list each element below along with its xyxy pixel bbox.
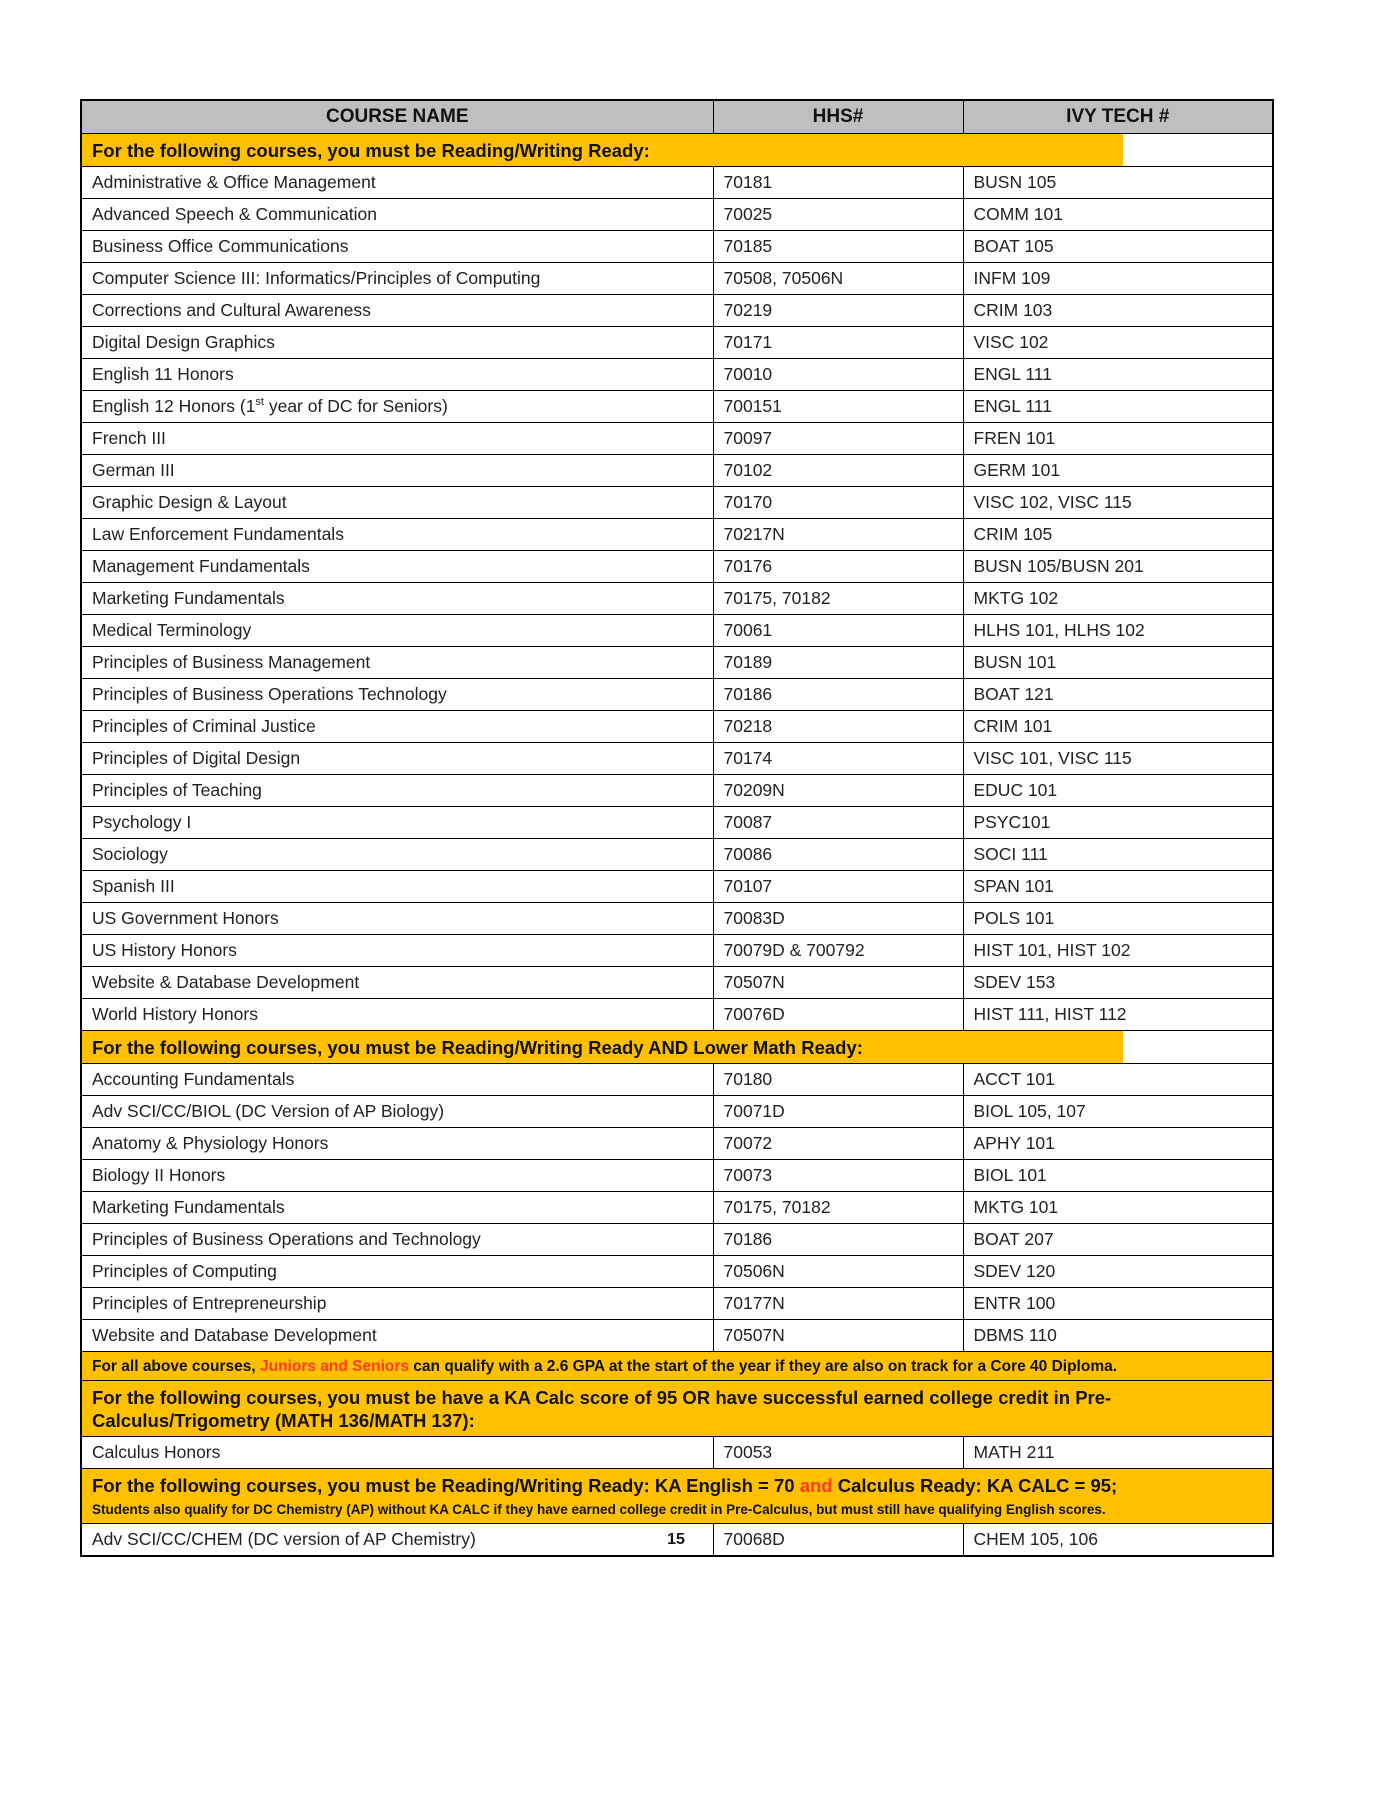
course-row [81, 295, 1273, 327]
ivytech-cell: SDEV 153 [963, 967, 1273, 999]
ivytech-cell: BOAT 121 [963, 679, 1273, 711]
course-name-cell: Psychology I [81, 807, 713, 839]
course-row [81, 327, 1273, 359]
hhs-cell: 70073 [713, 1160, 963, 1192]
course-name-cell: Marketing Fundamentals [81, 1192, 713, 1224]
ivytech-cell: CRIM 103 [963, 295, 1273, 327]
ivytech-cell: DBMS 110 [963, 1320, 1273, 1352]
course-name-cell: Sociology [81, 839, 713, 871]
section-header-row-gpa-note [81, 1352, 1273, 1381]
course-name-cell: Digital Design Graphics [81, 327, 713, 359]
ivytech-cell: SOCI 111 [963, 839, 1273, 871]
text-fragment: Calculus Ready: KA CALC = 95; [832, 1475, 1118, 1496]
ivytech-cell: BOAT 105 [963, 231, 1273, 263]
ivytech-cell: ENGL 111 [963, 359, 1273, 391]
course-name-cell: Corrections and Cultural Awareness [81, 295, 713, 327]
hhs-cell: 70053 [713, 1437, 963, 1469]
course-row [81, 1256, 1273, 1288]
section-header-text [82, 1381, 1272, 1436]
course-name-cell [81, 391, 713, 423]
course-name-cell: Principles of Business Management [81, 647, 713, 679]
course-name-cell: French III [81, 423, 713, 455]
text-fragment: For the following courses, you must be Reading/Writing Ready AND Lower Math Ready: [92, 1037, 863, 1058]
ivytech-cell: ACCT 101 [963, 1064, 1273, 1096]
ivytech-cell: CHEM 105, 106 [963, 1524, 1273, 1557]
course-name-cell: Law Enforcement Fundamentals [81, 519, 713, 551]
text-fragment: Students also qualify for DC Chemistry (AP) without KA CALC if they have earned college credit in Pre-Calculus, but must still have qualifying English scores. [92, 1502, 1106, 1517]
course-name-cell: Website & Database Development [81, 967, 713, 999]
course-name-cell: Computer Science III: Informatics/Principles of Computing [81, 263, 713, 295]
section-header-row-ka-calc-ready [81, 1381, 1273, 1437]
section-header-row-reading-writing-ready [81, 134, 1273, 167]
hhs-cell: 70086 [713, 839, 963, 871]
ivytech-cell: GERM 101 [963, 455, 1273, 487]
ivytech-cell: SDEV 120 [963, 1256, 1273, 1288]
ivytech-cell: HIST 101, HIST 102 [963, 935, 1273, 967]
hhs-cell: 70186 [713, 679, 963, 711]
course-row [81, 519, 1273, 551]
ivytech-cell: MATH 211 [963, 1437, 1273, 1469]
course-name-cell: Advanced Speech & Communication [81, 199, 713, 231]
ivytech-cell: ENGL 111 [963, 391, 1273, 423]
ivytech-cell: CRIM 101 [963, 711, 1273, 743]
course-row [81, 391, 1273, 423]
hhs-cell: 70507N [713, 967, 963, 999]
course-name-cell: US Government Honors [81, 903, 713, 935]
section-header-text [82, 1352, 1272, 1380]
course-row [81, 615, 1273, 647]
course-name-cell: Business Office Communications [81, 231, 713, 263]
course-name-cell: English 11 Honors [81, 359, 713, 391]
course-row [81, 743, 1273, 775]
text-fragment: For all above courses, [92, 1358, 260, 1375]
course-row [81, 583, 1273, 615]
hhs-cell: 70071D [713, 1096, 963, 1128]
hhs-cell: 70107 [713, 871, 963, 903]
text-fragment: For the following courses, you must be Reading/Writing Ready: [92, 140, 650, 161]
course-name-cell: Marketing Fundamentals [81, 583, 713, 615]
course-name-cell: Principles of Criminal Justice [81, 711, 713, 743]
page-number: 15 [667, 1531, 685, 1548]
course-row [81, 775, 1273, 807]
course-row [81, 231, 1273, 263]
course-row [81, 487, 1273, 519]
course-name-cell: Medical Terminology [81, 615, 713, 647]
section-header-text [82, 134, 1272, 166]
ivytech-cell: FREN 101 [963, 423, 1273, 455]
ivytech-cell: MKTG 102 [963, 583, 1273, 615]
hhs-cell: 70097 [713, 423, 963, 455]
hhs-cell: 70175, 70182 [713, 1192, 963, 1224]
course-name-cell: Principles of Computing [81, 1256, 713, 1288]
course-name-cell: US History Honors [81, 935, 713, 967]
text-fragment: year of DC for Seniors) [263, 396, 448, 416]
course-row [81, 967, 1273, 999]
superscript-text: st [255, 396, 264, 409]
course-row [81, 1096, 1273, 1128]
section-header-text [82, 1501, 1272, 1523]
hhs-cell: 70025 [713, 199, 963, 231]
course-name-cell: Graphic Design & Layout [81, 487, 713, 519]
text-fragment: For the following courses, you must be Reading/Writing Ready: KA English = 70 [92, 1475, 800, 1496]
ivytech-cell: EDUC 101 [963, 775, 1273, 807]
course-table [80, 99, 1274, 1557]
hhs-cell: 70507N [713, 1320, 963, 1352]
section-header-cell-ka-calc-ready [81, 1381, 1273, 1437]
course-name-cell: Anatomy & Physiology Honors [81, 1128, 713, 1160]
course-row [81, 1224, 1273, 1256]
course-row [81, 807, 1273, 839]
hhs-cell: 70174 [713, 743, 963, 775]
hhs-cell: 70217N [713, 519, 963, 551]
course-row [81, 199, 1273, 231]
section-header-cell-reading-writing-lower-math-ready [81, 1031, 1273, 1064]
course-name-cell: Principles of Teaching [81, 775, 713, 807]
ivytech-cell: BOAT 207 [963, 1224, 1273, 1256]
ivytech-cell: BUSN 105/BUSN 201 [963, 551, 1273, 583]
hhs-cell: 70219 [713, 295, 963, 327]
hhs-cell: 70209N [713, 775, 963, 807]
course-row [81, 1128, 1273, 1160]
highlighted-text: Juniors and Seniors [259, 1358, 409, 1375]
ivytech-cell: INFM 109 [963, 263, 1273, 295]
ivytech-cell: VISC 102, VISC 115 [963, 487, 1273, 519]
hhs-cell: 70508, 70506N [713, 263, 963, 295]
ivytech-cell: COMM 101 [963, 199, 1273, 231]
hhs-cell: 70061 [713, 615, 963, 647]
hhs-cell: 70175, 70182 [713, 583, 963, 615]
course-name-cell: Adv SCI/CC/BIOL (DC Version of AP Biology) [81, 1096, 713, 1128]
hhs-cell: 70506N [713, 1256, 963, 1288]
hhs-cell: 70177N [713, 1288, 963, 1320]
hhs-cell: 70079D & 700792 [713, 935, 963, 967]
course-row [81, 167, 1273, 199]
column-header-ivytech: IVY TECH # [963, 100, 1273, 134]
course-row [81, 679, 1273, 711]
section-header-row-chem-ready [81, 1469, 1273, 1524]
highlighted-text: and [799, 1475, 833, 1496]
ivytech-cell: POLS 101 [963, 903, 1273, 935]
hhs-cell: 70102 [713, 455, 963, 487]
hhs-cell: 70087 [713, 807, 963, 839]
course-name-cell: Calculus Honors [81, 1437, 713, 1469]
section-header-cell-gpa-note [81, 1352, 1273, 1381]
hhs-cell: 70076D [713, 999, 963, 1031]
course-row [81, 1064, 1273, 1096]
ivytech-cell: HIST 111, HIST 112 [963, 999, 1273, 1031]
text-fragment: English 12 Honors (1 [92, 396, 256, 416]
section-header-row-reading-writing-lower-math-ready [81, 1031, 1273, 1064]
ivytech-cell: MKTG 101 [963, 1192, 1273, 1224]
course-name-cell: Management Fundamentals [81, 551, 713, 583]
course-row [81, 359, 1273, 391]
hhs-cell: 70010 [713, 359, 963, 391]
ivytech-cell: VISC 102 [963, 327, 1273, 359]
ivytech-cell: VISC 101, VISC 115 [963, 743, 1273, 775]
section-header-text [82, 1031, 1272, 1063]
column-header-hhs: HHS# [713, 100, 963, 134]
course-name-cell: Principles of Business Operations Technology [81, 679, 713, 711]
hhs-cell: 70218 [713, 711, 963, 743]
ivytech-cell: BUSN 101 [963, 647, 1273, 679]
course-row [81, 647, 1273, 679]
course-row [81, 1288, 1273, 1320]
course-name-cell: Principles of Business Operations and Technology [81, 1224, 713, 1256]
section-header-text [82, 1469, 1272, 1501]
course-row [81, 935, 1273, 967]
course-row [81, 1192, 1273, 1224]
course-row [81, 711, 1273, 743]
column-header-course-name: COURSE NAME [81, 100, 713, 134]
hhs-cell: 70171 [713, 327, 963, 359]
ivytech-cell: APHY 101 [963, 1128, 1273, 1160]
course-name-cell: Website and Database Development [81, 1320, 713, 1352]
hhs-cell: 70186 [713, 1224, 963, 1256]
course-name-cell: German III [81, 455, 713, 487]
hhs-cell: 70170 [713, 487, 963, 519]
ivytech-cell: BIOL 105, 107 [963, 1096, 1273, 1128]
course-name-cell: Accounting Fundamentals [81, 1064, 713, 1096]
hhs-cell: 70083D [713, 903, 963, 935]
hhs-cell: 70180 [713, 1064, 963, 1096]
ivytech-cell: BIOL 101 [963, 1160, 1273, 1192]
course-name-cell: Biology II Honors [81, 1160, 713, 1192]
table-header-row [81, 100, 1273, 134]
course-row [81, 423, 1273, 455]
hhs-cell: 70181 [713, 167, 963, 199]
hhs-cell: 70068D [713, 1524, 963, 1557]
course-row [81, 455, 1273, 487]
ivytech-cell: PSYC101 [963, 807, 1273, 839]
hhs-cell: 70189 [713, 647, 963, 679]
section-header-cell-chem-ready [81, 1469, 1273, 1524]
ivytech-cell: HLHS 101, HLHS 102 [963, 615, 1273, 647]
ivytech-cell: ENTR 100 [963, 1288, 1273, 1320]
course-row [81, 903, 1273, 935]
course-row [81, 999, 1273, 1031]
ivytech-cell: BUSN 105 [963, 167, 1273, 199]
course-row [81, 263, 1273, 295]
section-header-cell-reading-writing-ready [81, 134, 1273, 167]
course-name-cell: World History Honors [81, 999, 713, 1031]
course-row [81, 551, 1273, 583]
text-fragment: For the following courses, you must be have a KA Calc score of 95 OR have successful earned college credit in Pre-Calculus/Trigometry (MATH 136/MATH 137): [92, 1387, 1112, 1431]
text-fragment: can qualify with a 2.6 GPA at the start of the year if they are also on track for a Core 40 Diploma. [409, 1358, 1118, 1375]
course-name-cell: Principles of Digital Design [81, 743, 713, 775]
ivytech-cell: SPAN 101 [963, 871, 1273, 903]
course-name-cell: Adv SCI/CC/CHEM (DC version of AP Chemistry) [81, 1524, 713, 1557]
course-row [81, 1320, 1273, 1352]
course-name-cell: Principles of Entrepreneurship [81, 1288, 713, 1320]
course-name-cell: Administrative & Office Management [81, 167, 713, 199]
course-row [81, 871, 1273, 903]
course-name-cell: Spanish III [81, 871, 713, 903]
course-row [81, 839, 1273, 871]
hhs-cell: 700151 [713, 391, 963, 423]
hhs-cell: 70072 [713, 1128, 963, 1160]
course-row [81, 1160, 1273, 1192]
hhs-cell: 70185 [713, 231, 963, 263]
hhs-cell: 70176 [713, 551, 963, 583]
course-row [81, 1437, 1273, 1469]
ivytech-cell: CRIM 105 [963, 519, 1273, 551]
